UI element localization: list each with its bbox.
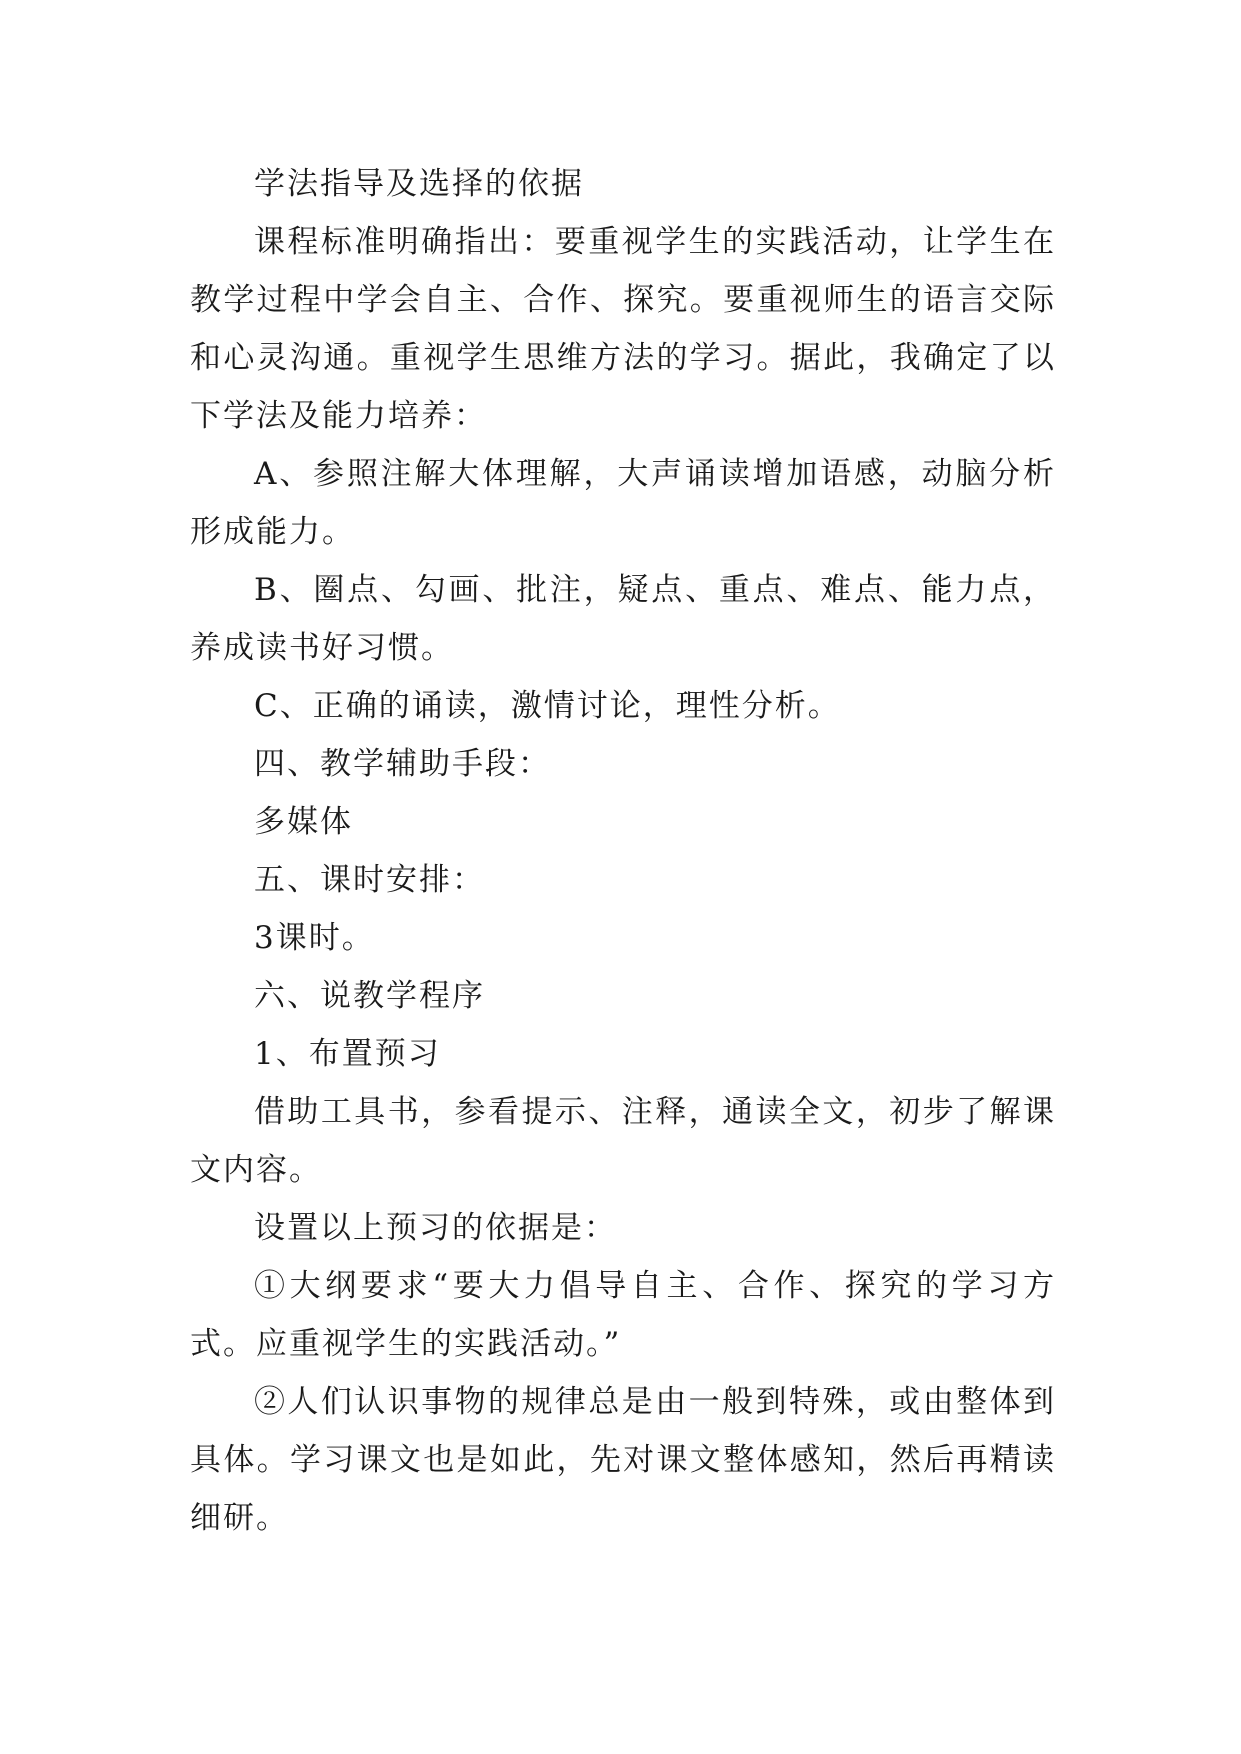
paragraph-curriculum-standard: 课程标准明确指出：要重视学生的实践活动，让学生在教学过程中学会自主、合作、探究。要重视师生的语言交际和心灵沟通。重视学生思维方法的学习。据此，我确定了以下学法及能力培养：: [190, 224, 1056, 434]
section-heading-schedule: 五、课时安排：: [254, 862, 485, 898]
paragraph-preview-tasks: 借助工具书，参看提示、注释，通读全文，初步了解课文内容。: [190, 1094, 1056, 1188]
list-item-b: B、圈点、勾画、批注，疑点、重点、难点、能力点，养成读书好习惯。: [190, 572, 1056, 666]
paragraph-class-hours: 3课时。: [254, 920, 375, 956]
document-body: [190, 155, 1056, 1547]
subheading-preview: 1、布置预习: [254, 1036, 441, 1072]
section-heading-teaching-aids: 四、教学辅助手段：: [254, 746, 551, 782]
section-heading-teaching-procedure: 六、说教学程序: [254, 978, 485, 1014]
paragraph-preview-basis: 设置以上预习的依据是：: [254, 1210, 617, 1246]
list-item-basis-2: ②人们认识事物的规律总是由一般到特殊，或由整体到具体。学习课文也是如此，先对课文整体感知，然后再精读细研。: [190, 1384, 1056, 1536]
list-item-c: C、正确的诵读，激情讨论，理性分析。: [254, 688, 841, 724]
list-item-basis-1: ①大纲要求“要大力倡导自主、合作、探究的学习方式。应重视学生的实践活动。”: [190, 1268, 1056, 1362]
section-heading-study-method: 学法指导及选择的依据: [254, 166, 584, 202]
list-item-a: A、参照注解大体理解，大声诵读增加语感，动脑分析形成能力。: [190, 456, 1056, 550]
paragraph-multimedia: 多媒体: [254, 804, 353, 840]
